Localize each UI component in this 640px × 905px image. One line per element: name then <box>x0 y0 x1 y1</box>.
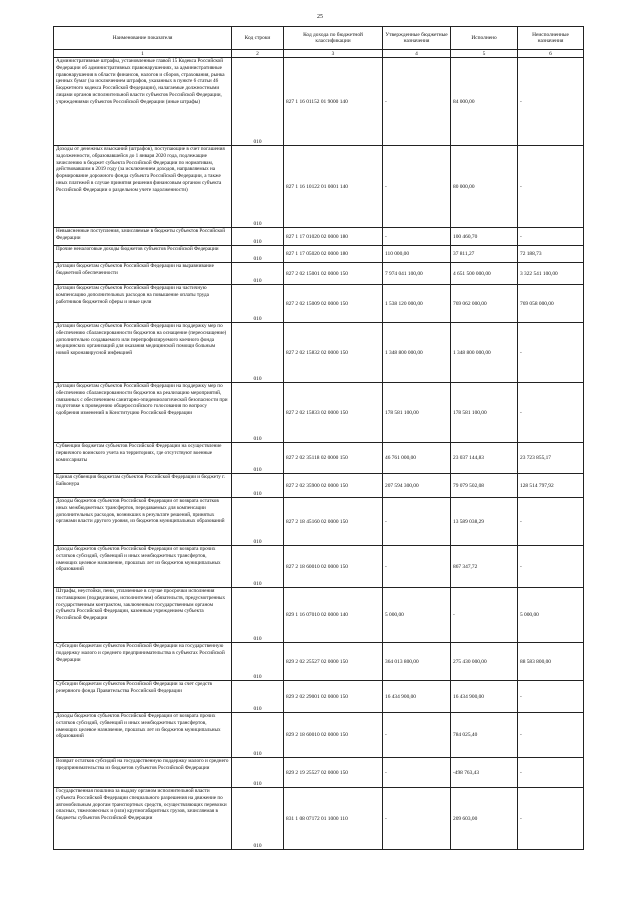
line-code: 010 <box>232 146 284 228</box>
table-row <box>54 383 584 443</box>
header-number-row <box>54 50 584 58</box>
budget-code: 827 2 18 60010 02 0000 150 <box>284 546 383 588</box>
executed-value: 275 430 000,00 <box>451 643 518 681</box>
executed-value: - <box>451 588 518 643</box>
line-code: 010 <box>232 681 284 713</box>
line-code: 010 <box>232 588 284 643</box>
budget-code: 827 2 02 35118 02 0000 150 <box>284 443 383 474</box>
budget-code: 829 2 18 60010 02 0000 150 <box>284 713 383 758</box>
approved-value: - <box>383 788 451 850</box>
executed-value: 209 603,00 <box>451 788 518 850</box>
executed-value: 4 651 500 000,00 <box>451 263 518 285</box>
unexecuted-value: - <box>518 788 584 850</box>
unexecuted-value: - <box>518 498 584 546</box>
unexecuted-value: - <box>518 146 584 228</box>
indicator-name: Субвенции бюджетам субъектов Российской Федерации на осуществление первичного воинского учета на территориях, где отсутствуют военные комиссариаты <box>54 443 232 474</box>
indicator-name: Штрафы, неустойки, пени, уплаченные в случае просрочки исполнения поставщиком (подрядчиком, исполнителем) обязательств, предусмотренных государственным контрактом, заключенным государственным органом субъекта Российской Федерации, казенным учреждением субъекта Российской Федерации <box>54 588 232 643</box>
table-row <box>54 788 584 850</box>
budget-code: 831 1 08 07172 01 1000 110 <box>284 788 383 850</box>
line-code: 010 <box>232 643 284 681</box>
header-approved: Утвержденные бюджетные назначения <box>383 27 451 50</box>
unexecuted-value: - <box>518 383 584 443</box>
table-row <box>54 323 584 383</box>
indicator-name: Дотации бюджетам субъектов Российской Федерации на поддержку мер по обеспечению сбалансированности бюджетов на оснащение (переоснащение) дополнительно создаваемого или перепрофилируемого коечного фонда медицинских организаций для оказания медицинской помощи больным новой коронавирусной инфекцией <box>54 323 232 383</box>
budget-code: 827 2 02 15833 02 0000 150 <box>284 383 383 443</box>
approved-value: 1 538 120 000,00 <box>383 285 451 323</box>
unexecuted-value: 769 058 000,00 <box>518 285 584 323</box>
line-code: 010 <box>232 713 284 758</box>
table-row <box>54 713 584 758</box>
executed-value: 79 079 502,08 <box>451 474 518 498</box>
approved-value: - <box>383 146 451 228</box>
unexecuted-value: 23 723 855,17 <box>518 443 584 474</box>
unexecuted-value: 72 188,73 <box>518 246 584 263</box>
executed-value: -498 763,43 <box>451 758 518 788</box>
approved-value: 110 000,00 <box>383 246 451 263</box>
indicator-name: Дотации бюджетам субъектов Российской Федерации на выравнивание бюджетной обеспеченности <box>54 263 232 285</box>
approved-value: 1 348 800 000,00 <box>383 323 451 383</box>
table-row <box>54 681 584 713</box>
executed-value: 84 000,00 <box>451 58 518 146</box>
header-line-code: Код строки <box>232 27 284 50</box>
unexecuted-value: - <box>518 758 584 788</box>
indicator-name: Возврат остатков субсидий на государственную поддержку малого и среднего предпринимательства из бюджетов субъектов Российской Федерации <box>54 758 232 788</box>
column-number: 5 <box>451 50 518 58</box>
budget-code: 827 1 17 05020 02 0000 180 <box>284 246 383 263</box>
line-code: 010 <box>232 228 284 246</box>
executed-value: 13 589 038,29 <box>451 498 518 546</box>
approved-value: - <box>383 498 451 546</box>
approved-value: 46 761 000,00 <box>383 443 451 474</box>
indicator-name: Доходы от денежных взысканий (штрафов), поступающие в счет погашения задолженности, образовавшейся до 1 января 2020 года, подлежащие зачислению в бюджет субъекта Российской Федерации по нормативам, действовавшим в 2019 году (за исключением доходов, направляемых на формирование дорожного фонда субъекта Российской Федерации, а также иных платежей в случае принятия решения финансовым органом субъекта Российской Федерации о раздельном учете задолженности) <box>54 146 232 228</box>
budget-code: 827 2 02 15832 02 0000 150 <box>284 323 383 383</box>
approved-value: - <box>383 58 451 146</box>
unexecuted-value: - <box>518 546 584 588</box>
line-code: 010 <box>232 788 284 850</box>
executed-value: 23 037 144,83 <box>451 443 518 474</box>
executed-value: 100 460,70 <box>451 228 518 246</box>
unexecuted-value: - <box>518 713 584 758</box>
line-code: 010 <box>232 263 284 285</box>
column-number: 6 <box>518 50 584 58</box>
approved-value: - <box>383 758 451 788</box>
indicator-name: Доходы бюджетов субъектов Российской Федерации от возврата прочих остатков субсидий, субвенций и иных межбюджетных трансфертов, имеющих целевое назначение, прошлых лет из бюджетов муниципальных образований <box>54 546 232 588</box>
table-row <box>54 228 584 246</box>
line-code: 010 <box>232 758 284 788</box>
executed-value: 867 347,72 <box>451 546 518 588</box>
page-number: 25 <box>317 14 323 20</box>
header-indicator-name: Наименование показателя <box>54 27 232 50</box>
executed-value: 784 025,40 <box>451 713 518 758</box>
unexecuted-value: - <box>518 681 584 713</box>
indicator-name: Прочие неналоговые доходы бюджетов субъектов Российской Федерации <box>54 246 232 263</box>
table-row <box>54 263 584 285</box>
budget-code: 829 1 16 07010 02 0000 140 <box>284 588 383 643</box>
table-row <box>54 146 584 228</box>
indicator-name: Доходы бюджетов субъектов Российской Федерации от возврата остатков иных межбюджетных трансфертов, передаваемых для компенсации дополнительных расходов, возникших в результате решений, принятых органами власти другого уровня, из бюджетов муниципальных образований <box>54 498 232 546</box>
approved-value: 16 434 900,00 <box>383 681 451 713</box>
unexecuted-value: 5 000,00 <box>518 588 584 643</box>
budget-code: 827 2 18 45160 02 0000 150 <box>284 498 383 546</box>
table-row <box>54 546 584 588</box>
column-number: 3 <box>284 50 383 58</box>
table-row <box>54 474 584 498</box>
column-number: 1 <box>54 50 232 58</box>
approved-value: 178 581 100,00 <box>383 383 451 443</box>
table-row <box>54 643 584 681</box>
budget-code: 829 2 02 25527 02 0000 150 <box>284 643 383 681</box>
header-unexecuted: Неисполненные назначения <box>518 27 584 50</box>
budget-code: 827 1 16 01152 01 9000 140 <box>284 58 383 146</box>
line-code: 010 <box>232 323 284 383</box>
indicator-name: Государственная пошлина за выдачу органом исполнительной власти субъекта Российской Федерации специального разрешения на движение по автомобильным дорогам транспортных средств, осуществляющих перевозки опасных, тяжеловесных и (или) крупногабаритных грузов, зачисляемая в бюджеты субъектов Российской Федерации <box>54 788 232 850</box>
column-number: 2 <box>232 50 284 58</box>
budget-code: 827 1 17 01020 02 0000 180 <box>284 228 383 246</box>
executed-value: 37 811,27 <box>451 246 518 263</box>
indicator-name: Доходы бюджетов субъектов Российской Федерации от возврата прочих остатков субсидий, субвенций и иных межбюджетных трансфертов, имеющих целевое назначение, прошлых лет из бюджетов муниципальных образований <box>54 713 232 758</box>
unexecuted-value: 3 322 541 100,00 <box>518 263 584 285</box>
approved-value: 207 594 300,00 <box>383 474 451 498</box>
budget-code: 829 2 02 29001 02 0000 150 <box>284 681 383 713</box>
indicator-name: Дотации бюджетам субъектов Российской Федерации на частичную компенсацию дополнительных расходов на повышение оплаты труда работников бюджетной сферы и иные цели <box>54 285 232 323</box>
line-code: 010 <box>232 58 284 146</box>
executed-value: 178 581 100,00 <box>451 383 518 443</box>
unexecuted-value: - <box>518 58 584 146</box>
budget-code: 829 2 19 25527 02 0000 150 <box>284 758 383 788</box>
executed-value: 80 000,00 <box>451 146 518 228</box>
budget-code: 827 2 02 15001 02 0000 150 <box>284 263 383 285</box>
indicator-name: Дотации бюджетам субъектов Российской Федерации на поддержку мер по обеспечению сбалансированности бюджетов на реализацию мероприятий, связанных с обеспечением санитарно-эпидемиологической безопасности при подготовке к проведению общероссийского голосования по вопросу одобрения изменений в Конституцию Российской Федерации <box>54 383 232 443</box>
executed-value: 16 434 900,00 <box>451 681 518 713</box>
table-row <box>54 285 584 323</box>
indicator-name: Единая субвенция бюджетам субъектов Российской Федерации и бюджету г. Байконура <box>54 474 232 498</box>
table-row <box>54 758 584 788</box>
line-code: 010 <box>232 246 284 263</box>
line-code: 010 <box>232 498 284 546</box>
approved-value: - <box>383 713 451 758</box>
budget-code: 827 2 02 15009 02 0000 150 <box>284 285 383 323</box>
table-row <box>54 498 584 546</box>
approved-value: - <box>383 546 451 588</box>
table-row <box>54 246 584 263</box>
budget-code: 827 1 16 10122 01 0001 140 <box>284 146 383 228</box>
indicator-name: Субсидии бюджетам субъектов Российской Федерации за счет средств резервного фонда Правительства Российской Федерации <box>54 681 232 713</box>
unexecuted-value: 88 583 800,00 <box>518 643 584 681</box>
unexecuted-value: - <box>518 228 584 246</box>
indicator-name: Административные штрафы, установленные главой 15 Кодекса Российской Федерации об административных правонарушениях, за административные правонарушения в области финансов, налогов и сборов, страхования, рынка ценных бумаг (за исключением штрафов, указанных в пункте 6 статьи 46 Бюджетного кодекса Российской Федерации), налагаемые должностными лицами органов исполнительной власти субъектов Российской Федерации, учреждениями субъектов Российской Федерации (иные штрафы) <box>54 58 232 146</box>
executed-value: 1 348 800 000,00 <box>451 323 518 383</box>
line-code: 010 <box>232 474 284 498</box>
header-budget-code: Код дохода по бюджетной классификации <box>284 27 383 50</box>
line-code: 010 <box>232 443 284 474</box>
unexecuted-value: - <box>518 323 584 383</box>
approved-value: 7 974 041 100,00 <box>383 263 451 285</box>
header-row <box>54 27 584 50</box>
unexecuted-value: 128 514 797,92 <box>518 474 584 498</box>
executed-value: 769 062 000,00 <box>451 285 518 323</box>
approved-value: 364 013 800,00 <box>383 643 451 681</box>
indicator-name: Субсидии бюджетам субъектов Российской Федерации на государственную поддержку малого и среднего предпринимательства в субъектах Российской Федерации <box>54 643 232 681</box>
budget-code: 827 2 02 35900 02 0000 150 <box>284 474 383 498</box>
report-table <box>53 26 584 850</box>
column-number: 4 <box>383 50 451 58</box>
table-row <box>54 443 584 474</box>
line-code: 010 <box>232 383 284 443</box>
approved-value: 5 000,00 <box>383 588 451 643</box>
table-row <box>54 58 584 146</box>
line-code: 010 <box>232 546 284 588</box>
header-executed: Исполнено <box>451 27 518 50</box>
line-code: 010 <box>232 285 284 323</box>
indicator-name: Невыясненные поступления, зачисляемые в бюджеты субъектов Российской Федерации <box>54 228 232 246</box>
approved-value: - <box>383 228 451 246</box>
table-row <box>54 588 584 643</box>
